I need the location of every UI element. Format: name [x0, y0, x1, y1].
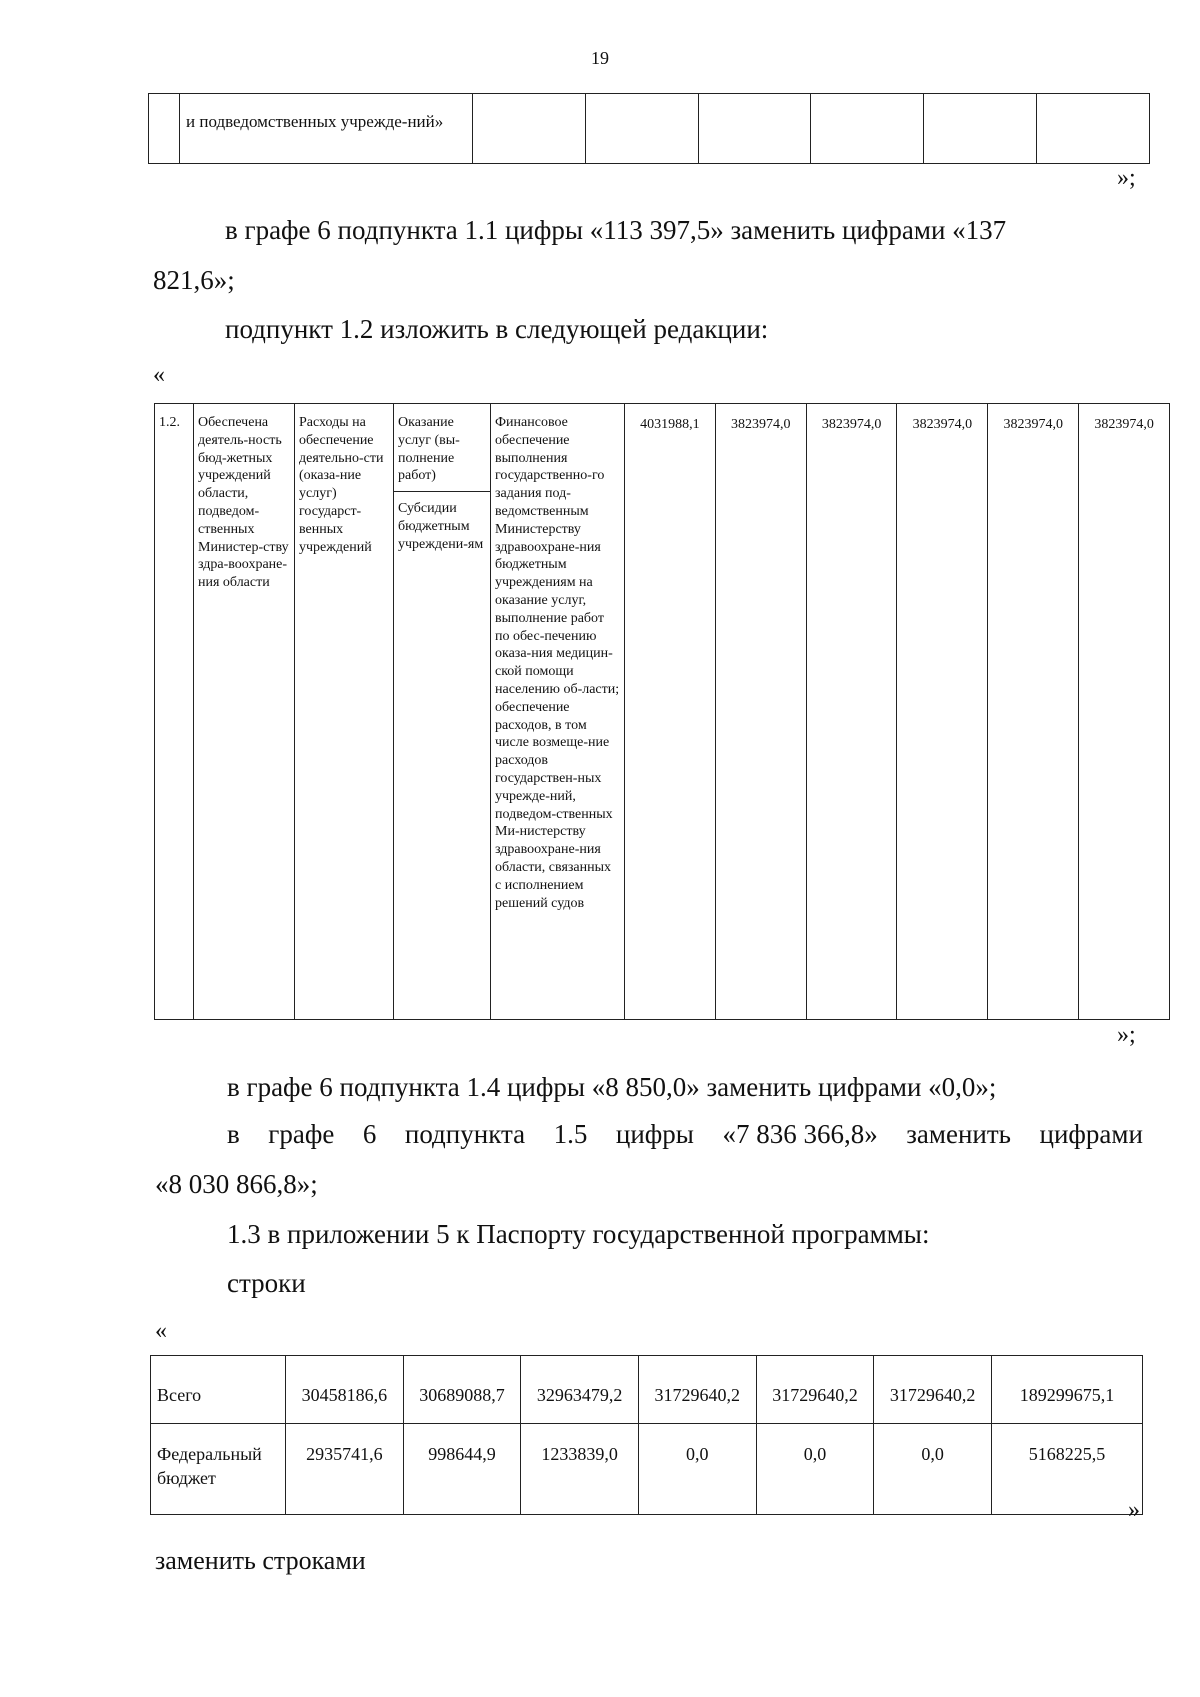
- expense-cell: Расходы на обеспечение деятельно-сти (оказа-ние услуг) государст-венных учреждений: [295, 404, 394, 1020]
- service-cell: [394, 404, 491, 1020]
- row-label: Федеральный бюджет: [151, 1424, 286, 1515]
- table-cell: [473, 94, 586, 164]
- table-cell: 31729640,2: [638, 1356, 756, 1424]
- close-quote: »;: [1117, 1022, 1136, 1048]
- value-cell: 3823974,0: [897, 404, 988, 1020]
- table-row: [151, 1424, 1143, 1515]
- word: цифрами: [1039, 1119, 1143, 1149]
- word: заменить: [906, 1119, 1011, 1149]
- table-row: [151, 1356, 1143, 1424]
- paragraph: «8 030 866,8»;: [155, 1169, 318, 1199]
- table-cell: 998644,9: [403, 1424, 521, 1515]
- word: 1.5: [553, 1119, 588, 1149]
- subitem-table: [154, 403, 1170, 1020]
- paragraph: в графе 6 подпункта 1.1 цифры «113 397,5» заменить цифрами «137: [225, 215, 1007, 245]
- paragraph: 1.3 в приложении 5 к Паспорту государственной программы:: [227, 1219, 930, 1249]
- paragraph-justified: [227, 1117, 1143, 1151]
- table-cell: [811, 94, 924, 164]
- word: «7 836 366,8»: [722, 1119, 878, 1149]
- value-cell: 3823974,0: [715, 404, 806, 1020]
- table-cell: 0,0: [874, 1424, 992, 1515]
- goal-cell: Обеспечена деятель-ность бюд-жетных учреждений области, подведом-ственных Министер-ству здра-воохране-ния области: [194, 404, 295, 1020]
- table-cell: 0,0: [638, 1424, 756, 1515]
- value-cell: 3823974,0: [1079, 404, 1170, 1020]
- paragraph: подпункт 1.2 изложить в следующей редакции:: [225, 314, 769, 344]
- table-cell-text: и подведомственных учрежде-ний»: [180, 94, 473, 164]
- table-cell: [585, 94, 698, 164]
- paragraph: 821,6»;: [153, 265, 235, 295]
- table-cell: 5168225,5: [992, 1424, 1143, 1515]
- table-cell: 31729640,2: [756, 1356, 874, 1424]
- value-cell: 4031988,1: [625, 404, 716, 1020]
- table-cell: [698, 94, 811, 164]
- subsidy-type: Субсидии бюджетным учреждени-ям: [398, 501, 484, 552]
- word: в: [227, 1119, 240, 1149]
- service-type: Оказание услуг (вы-полнение работ): [394, 414, 490, 492]
- open-quote: «: [155, 1318, 167, 1344]
- word: цифры: [615, 1119, 694, 1149]
- table-cell: 0,0: [756, 1424, 874, 1515]
- word: 6: [362, 1119, 377, 1149]
- row-label: Всего: [151, 1356, 286, 1424]
- table-cell: [1037, 94, 1150, 164]
- continuation-table: [148, 93, 1150, 164]
- paragraph: заменить строками: [155, 1546, 366, 1575]
- table-cell: 1233839,0: [521, 1424, 639, 1515]
- table-cell: 31729640,2: [874, 1356, 992, 1424]
- row-number: 1.2.: [155, 404, 194, 1020]
- word: графе: [268, 1119, 335, 1149]
- value-cell: 3823974,0: [806, 404, 897, 1020]
- page-number: 19: [591, 48, 609, 68]
- open-quote: «: [153, 362, 165, 388]
- description-cell: Финансовое обеспечение выполнения государственно-го задания под-ведомственным Министерству здравоохране-ния бюджетным учреждениям на оказание услуг, выполнение работ по обес-печению оказа-ния медицин-ской помощи населению об-ласти; обеспечение расходов, в том числе возмеще-ние расходов государствен-ных учрежде-ний, подведом-ственных Ми-нистерству здравоохране-ния области, связанных с исполнением решений судов: [491, 404, 625, 1020]
- table-cell: [924, 94, 1037, 164]
- word: подпункта: [404, 1119, 526, 1149]
- close-quote: »: [1128, 1497, 1140, 1523]
- funding-table: [150, 1355, 1143, 1515]
- close-quote: »;: [1117, 165, 1136, 191]
- value-cell: 3823974,0: [988, 404, 1079, 1020]
- table-cell: 189299675,1: [992, 1356, 1143, 1424]
- table-cell: 30458186,6: [286, 1356, 404, 1424]
- table-cell: 2935741,6: [286, 1424, 404, 1515]
- table-cell: 32963479,2: [521, 1356, 639, 1424]
- paragraph: в графе 6 подпункта 1.4 цифры «8 850,0» заменить цифрами «0,0»;: [227, 1072, 997, 1102]
- table-cell: 30689088,7: [403, 1356, 521, 1424]
- table-cell: [149, 94, 180, 164]
- paragraph: строки: [227, 1268, 306, 1298]
